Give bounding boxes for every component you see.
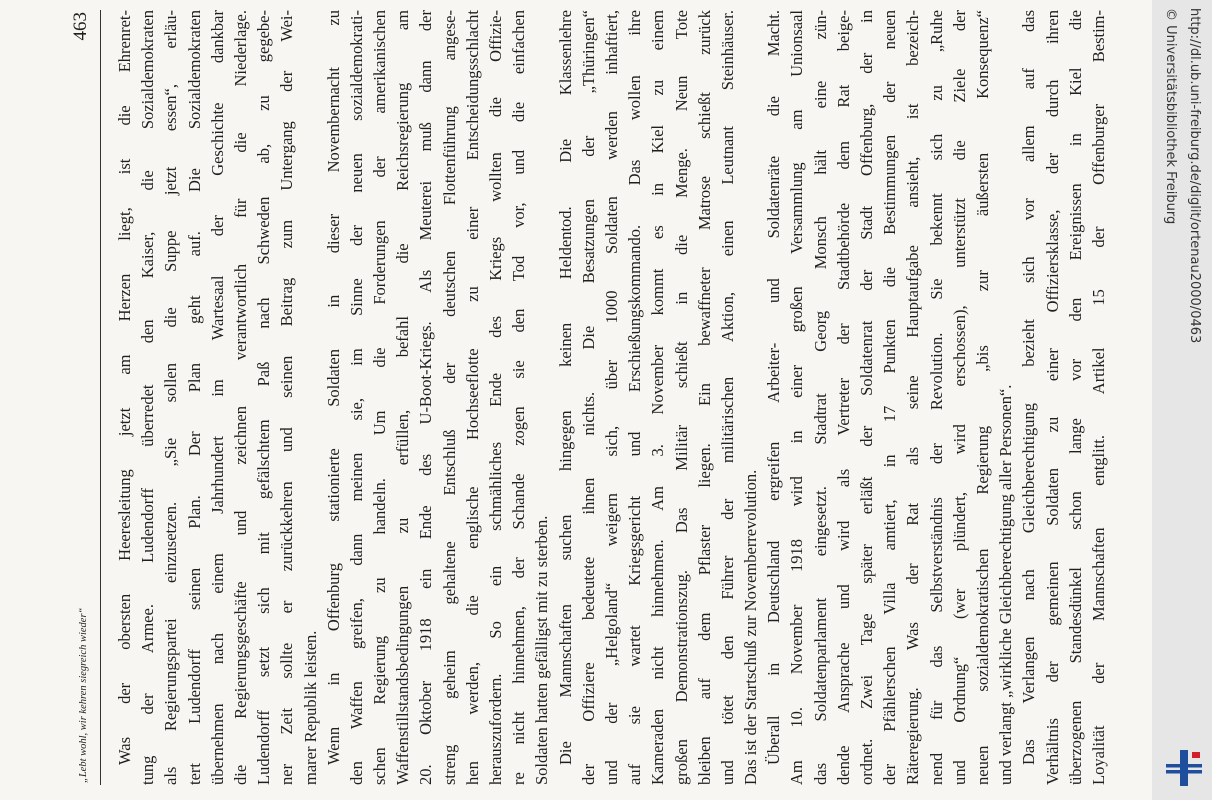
text-line: den Waffen greifen, dann meinen sie, im Sinne der neuen sozialdemokrati- [346, 10, 366, 785]
text-line: und der „Helgoland“ weigern sich, über 1000 Soldaten werden inhaftiert, [601, 10, 621, 785]
text-line: großen Demonstrationszug. Das Militär schießt in die Menge. Neun Tote [671, 10, 691, 785]
text-line: streng geheim gehaltene Entschluß der deutschen Flottenführung angese- [439, 10, 459, 785]
text-line: Loyalität der Mannschaften entglitt. Artikel 15 der Offenburger Bestim- [1088, 10, 1108, 785]
text-line: und tötet den Führer der militärischen Aktion, einen Leutnant Steinhäuser. [717, 10, 737, 785]
text-line: und Ordnung“ (wer plündert, wird erschossen), unterstützt die Ziele der [949, 10, 969, 785]
running-head: „Lebt wohl, wir kehren siegreich wieder“ [78, 607, 89, 783]
text-line: Waffenstillstandsbedingungen zu erfüllen, befahl die Reichsregierung am [393, 10, 413, 785]
text-line: Am 10. November 1918 wird in einer großen Versammlung am Unionsaal [787, 10, 807, 785]
copyright-notice: © Universitätsbibliothek Freiburg [1163, 8, 1178, 225]
text-line: Soldaten hatten gefälligst mit zu sterben. [532, 515, 552, 785]
page-number: 463 [70, 12, 91, 41]
text-line: marer Republik leisten. [300, 630, 320, 785]
text-line: tung der Armee. Ludendorff überredet den Kaiser, die Sozialdemokraten [138, 10, 158, 785]
library-logo-icon [1164, 748, 1204, 788]
text-line: Das ist der Startschuß zur Novemberrevolution. [741, 469, 761, 785]
text-line: Verhältnis der gemeinen Soldaten zu einer Offiziersklasse, der durch ihren [1042, 10, 1062, 785]
text-line: übernehmen nach einem Jahrhundert im Wartesaal der Geschichte dankbar [207, 10, 227, 785]
text-line: der Offiziere bedeutete ihnen nichts. Die Besatzungen der „Thüringen“ [578, 10, 598, 785]
text-line: Wenn in Offenburg stationierte Soldaten in dieser Novembernacht zu [323, 10, 343, 765]
text-line: Kameraden nicht hinnehmen. Am 3. November kommt es in Kiel zu einem [648, 10, 668, 785]
text-line: schen Regierung zu handeln. Um die Forderungen der amerikanischen [370, 10, 390, 785]
source-url-link[interactable]: http://dl.ub.uni-freiburg.de/diglit/ortenau2000/0463 [1187, 8, 1202, 344]
text-line: als Regierungspartei einzusetzen. „Sie sollen die Suppe jetzt essen“, erläu- [161, 10, 181, 785]
text-line: dende Ansprache und wird als Vertreter der Stadtbehörde dem Rat beige- [833, 10, 853, 785]
text-line: überzogenen Standesdünkel schon lange vor den Ereignissen in Kiel die [1065, 10, 1085, 785]
text-line: ner Zeit sollte er zurückkehren und seinen Beitrag zum Untergang der Wei- [277, 10, 297, 785]
library-sidebar [1152, 0, 1212, 800]
rotated-text-block [66, 10, 1108, 785]
text-line: der Pfählerschen Villa amtiert, in 17 Punkten die Bestimmungen der neuen [880, 10, 900, 785]
text-line: Ludendorff setzt sich mit gefälschtem Paß nach Schweden ab, zu gegebe- [254, 10, 274, 785]
text-line: bleiben auf dem Pflaster liegen. Ein bewaffneter Matrose schießt zurück [694, 10, 714, 785]
text-line: hen werden, die englische Hochseeflotte zu einer Entscheidungsschlacht [462, 10, 482, 785]
body-text [113, 10, 1110, 785]
text-line: auf sie wartet Kriegsgericht und Erschießungskommando. Das wollen ihre [625, 10, 645, 785]
text-line: tert Ludendorff seinen Plan. Der Plan geht auf. Die Sozialdemokraten [184, 10, 204, 785]
text-line: herauszufordern. So ein schmähliches Ende des Kriegs wollten die Offizie- [486, 10, 505, 785]
text-line: ordnet. Zwei Tage später erläßt der Soldatenrat der Stadt Offenburg, der in [857, 10, 876, 785]
text-line: 20. Oktober 1918 ein Ende des U-Boot-Kriegs. Als Meuterei muß dann der [416, 10, 436, 785]
text-line: nend für das Selbstverständnis der Revolution. Sie bekennt sich zu „Ruhe [926, 10, 946, 785]
text-line: Räteregierung. Was der Rat als seine Hauptaufgabe ansieht, ist bezeich- [903, 10, 923, 785]
text-line: Das Verlangen nach Gleichberechtigung bezieht sich vor allem auf das [1019, 10, 1039, 765]
sidebar-text [1152, 0, 1212, 800]
text-line: re nicht hinnehmen, der Schande zogen sie den Tod vor, und die einfachen [509, 10, 529, 785]
text-line: Die Mannschaften suchen hingegen keinen Heldentod. Die Klassenlehre [555, 10, 575, 765]
text-line: Überall in Deutschland ergreifen Arbeiter- und Soldatenräte die Macht. [764, 10, 784, 765]
text-line: und verlangt „wirkliche Gleichberechtigung aller Personen“. [996, 384, 1016, 785]
text-line: neuen sozialdemokratischen Regierung „bis zur äußersten Konsequenz“ [972, 10, 992, 785]
text-line: Was der obersten Heeresleitung jetzt am Herzen liegt, ist die Ehrenret- [115, 10, 134, 765]
text-line: die Regierungsgeschäfte und zeichnen verantwortlich für die Niederlage. [230, 10, 250, 785]
page-header [66, 10, 101, 785]
text-line: das Soldatenparlament eingesetzt. Stadtrat Georg Monsch hält eine zün- [810, 10, 830, 785]
